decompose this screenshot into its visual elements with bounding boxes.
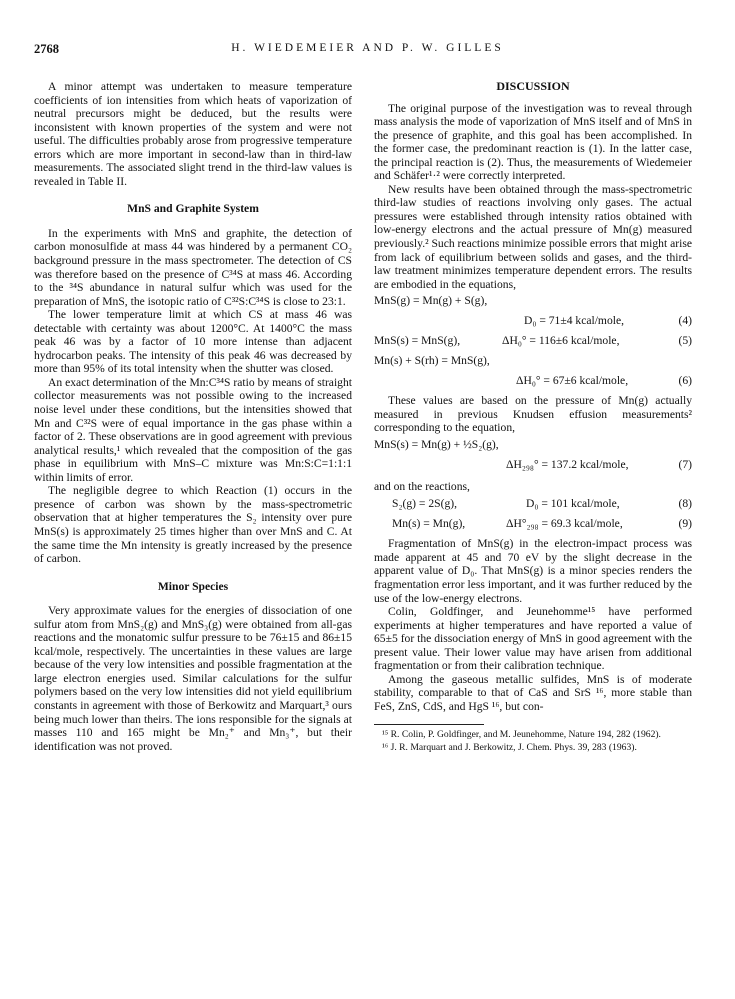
equation-9 [374, 517, 692, 534]
paragraph: The lower temperature limit at which CS at mass 46 was detectable with certainty was about 1200°C. At 1400°C the mass peak 46 was by a factor of 10 more intense than adjacent hydrocarbon peaks. The intensity of this peak 46 was decreased by more than 95% of its total intensity when the shutter was closed. [34, 308, 352, 376]
running-head: H. WIEDEMEIER AND P. W. GILLES [231, 42, 504, 54]
equation-value: ΔH₀° = 116±6 kcal/mole, [502, 334, 620, 348]
equation-value: ΔH₀° = 67±6 kcal/mole, [516, 374, 629, 388]
equation-lhs: Mn(s) + S(rh) = MnS(g), [374, 354, 490, 368]
paragraph: The original purpose of the investigation was to reveal through mass analysis the mode of vaporization of MnS itself and of MnS in the presence of graphite, and this goal has been accomplished. In the former case, the predominant reaction is (1). In the latter case, the principal reaction is (2). Thus, the measurements of Wiedemeier and Schäfer¹·² were correctly interpreted. [374, 101, 692, 183]
equation-lhs: MnS(s) = Mn(g) + ½S₂(g), [374, 437, 499, 451]
equation-value: D₀ = 71±4 kcal/mole, [524, 314, 625, 328]
section-heading-discussion: DISCUSSION [496, 79, 570, 93]
equation-5 [374, 334, 692, 351]
equation-lhs: MnS(s) = MnS(g), [374, 334, 461, 348]
right-column [374, 80, 692, 755]
equation-7 [374, 438, 692, 455]
equation-8 [374, 497, 692, 514]
paragraph: Fragmentation of MnS(g) in the electron-impact process was made apparent at 45 and 70 eV by the slight decrease in the apparent value of D₀. That MnS(g) is a minor species renders the fragmentation error less important, and it was further reduced by the use of the low-energy electrons. [374, 537, 692, 605]
paragraph: Very approximate values for the energies of dissociation of one sulfur atom from MnS₂(g) and MnS₃(g) were obtained from all-gas reactions and the monatomic sulfur pressure to be 76±15 and 86±15 kcal/mole, respectively. The uncertainties in these values are large because of the very low intensities and possible fragmentation at the large electron energies used. Similar calculations for the sulfur polymers based on the very low intensities did not yield equilibrium constants in agreement with those of Berkowitz and Marquart,³ ours being much lower than theirs. The ions responsible for the signals at masses 110 and 165 might be Mn₂⁺ and Mn₃⁺, but their identification was not proved. [34, 604, 352, 753]
paragraph: An exact determination of the Mn:C³⁴S ratio by means of straight collector measurements was not possible owing to the increased noise level under these conditions, but the intensities showed that Mn and C³²S were of equal importance in the gas phase within a factor of 2. These observations are in good agreement with previous analytical results,¹ which revealed that the composition of the gas phase in equilibrium with MnS–C mixture was Mn:S:C=1:1:1 within limits of error. [34, 375, 352, 484]
equation-number: (6) [678, 374, 692, 388]
paragraph: Colin, Goldfinger, and Jeunehomme¹⁵ have performed experiments at higher temperatures and have reported a value of 65±5 for the dissociation energy of MnS in good agreement with the present value. Their lower value may have arisen from additional fragmentation or from their calibration technique. [374, 605, 692, 673]
equation-7-value [374, 458, 692, 475]
section-heading-mns-graphite: MnS and Graphite System [127, 202, 259, 216]
equation-lhs: MnS(g) = Mn(g) + S(g), [374, 294, 488, 308]
footnote: ¹⁶ J. R. Marquart and J. Berkowitz, J. Chem. Phys. 39, 283 (1963). [382, 741, 637, 753]
equation-number: (7) [678, 457, 692, 471]
equation-6 [374, 354, 692, 371]
paragraph: The negligible degree to which Reaction (1) occurs in the presence of carbon was shown by the mass-spectrometric observation that at higher temperatures the S₂ intensity over pure MnS(s) is approximately 25 times higher than over MnS and C. At the same time the Mn intensity is greatly increased by the presence of carbon. [34, 484, 352, 566]
paragraph: New results have been obtained through the mass-spectrometric third-law studies of reactions involving only gases. The actual pressures were established through intensity ratios obtained with low-energy electrons and the actual pressure of Mn(g) measured previously.² Such reactions minimize possible errors that might arise from lack of equilibrium between solids and gases, and the third-law treatment minimizes temperature dependent errors. The results are embodied in the equations, [374, 182, 692, 291]
equation-number: (9) [678, 517, 692, 531]
footnote-rule [374, 724, 484, 725]
page-number: 2768 [34, 42, 59, 56]
left-column [34, 80, 352, 753]
equation-number: (4) [678, 314, 692, 328]
section-heading-minor-species: Minor Species [157, 579, 229, 593]
equation-lhs: Mn(s) = Mn(g), [392, 517, 466, 531]
paragraph: Among the gaseous metallic sulfides, MnS is of moderate stability, comparable to that of CaS and SrS ¹⁶, more stable than FeS, ZnS, CdS, and HgS ¹⁶, but con- [374, 672, 692, 713]
paragraph-intro: A minor attempt was undertaken to measure temperature coefficients of ion intensities from which heats of vaporization of neutral precursors might be deduced, but the results were inconsistent with known properties of the system and were not useful. The difficulties probably arose from progressive temperature errors which are more important in second-law than in third-law measurements. The associated slight trend in the third-law values is revealed in Table II. [34, 80, 352, 188]
equation-number: (8) [678, 497, 692, 511]
equation-number: (5) [678, 334, 692, 348]
page-header [34, 42, 701, 60]
equation-lhs: S₂(g) = 2S(g), [392, 497, 458, 511]
paragraph: These values are based on the pressure of Mn(g) actually measured in previous Knudsen effusion measurements² corresponding to the equation, [374, 394, 692, 435]
equation-value: ΔH°₂₉₈ = 69.3 kcal/mole, [506, 517, 623, 531]
equation-6-value [374, 374, 692, 391]
equation-value: D₀ = 101 kcal/mole, [526, 497, 620, 511]
equation-4 [374, 294, 692, 311]
paragraph: In the experiments with MnS and graphite, the detection of carbon monosulfide at mass 44 was hindered by a permanent CO₂ background pressure in the mass spectrometer. The detection of CS was therefore based on the presence of C³⁴S at mass 46. According to the ³⁴S abundance in natural sulfur which was used for the preparation of MnS, the isotopic ratio of C³²S:C³⁴S is close to 23:1. [34, 226, 352, 308]
footnote: ¹⁵ R. Colin, P. Goldfinger, and M. Jeunehomme, Nature 194, 282 (1962). [382, 728, 661, 740]
equation-value: ΔH₂₉₈° = 137.2 kcal/mole, [506, 457, 629, 471]
equation-4-value [374, 314, 692, 331]
text-line: and on the reactions, [374, 479, 470, 493]
